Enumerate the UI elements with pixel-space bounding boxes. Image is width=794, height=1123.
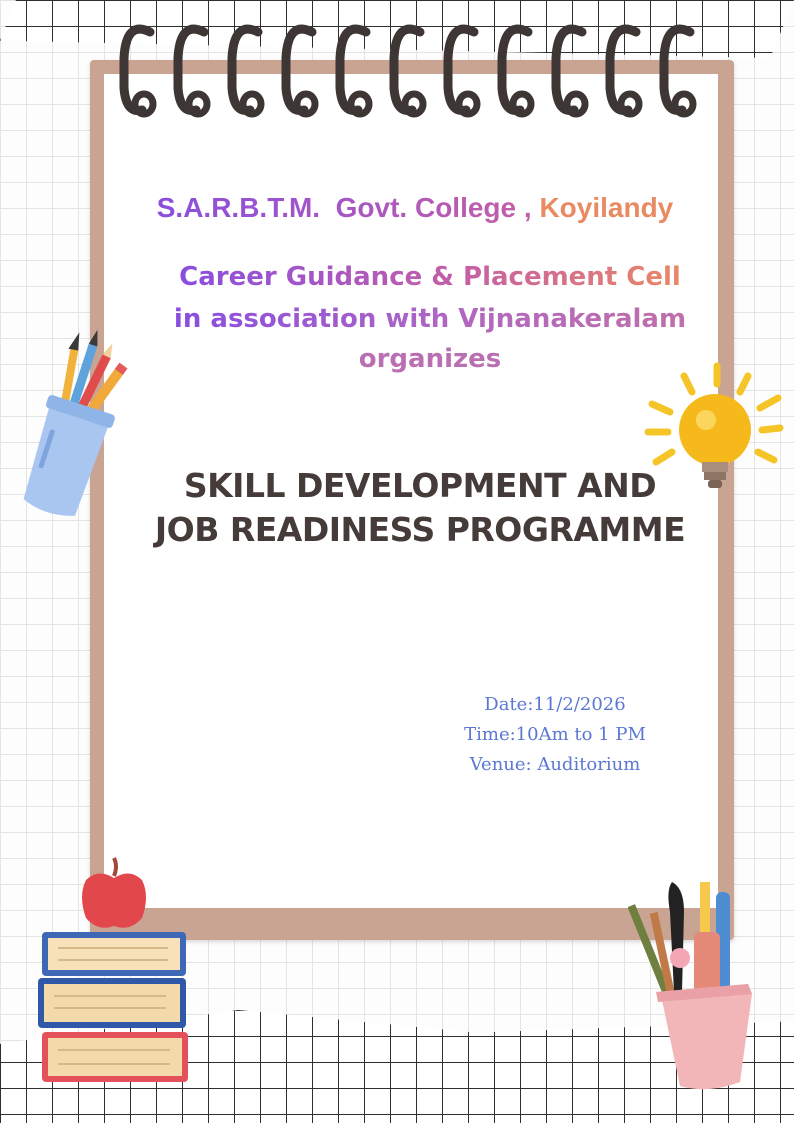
pencil-jar-icon (8, 330, 133, 530)
organizer-line-1: Career Guidance & Placement Cell (120, 262, 740, 292)
college-name-part1: S.A.R.B.T.M. Govt. College , (156, 192, 540, 223)
spiral-ring (448, 29, 477, 114)
apple-books-icon (38, 852, 193, 1088)
light-bulb-icon (640, 362, 785, 502)
organizer-line-3: organizes (358, 344, 502, 374)
spiral-ring (232, 29, 261, 114)
programme-title-line-1: SKILL DEVELOPMENT AND (183, 466, 657, 505)
notebook-rings (100, 18, 700, 128)
spiral-ring (286, 29, 315, 114)
spiral-ring (502, 29, 531, 114)
spiral-ring (394, 29, 423, 114)
spiral-ring (610, 29, 639, 114)
programme-title-line-2: JOB READINESS PROGRAMME (154, 510, 686, 549)
spiral-ring (556, 29, 585, 114)
event-time: Time:10Am to 1 PM (464, 724, 646, 745)
event-venue: Venue: Auditorium (469, 754, 641, 775)
spiral-ring (664, 29, 693, 114)
spiral-ring (124, 29, 153, 114)
college-name-part2: Koyilandy (539, 192, 674, 223)
event-date: Date:11/2/2026 (484, 694, 626, 715)
college-name (100, 192, 730, 224)
spiral-ring (178, 29, 207, 114)
organizer-line-2: in association with Vijnanakeralam (120, 304, 740, 334)
pen-holder-icon (628, 882, 768, 1094)
spiral-ring (340, 29, 369, 114)
